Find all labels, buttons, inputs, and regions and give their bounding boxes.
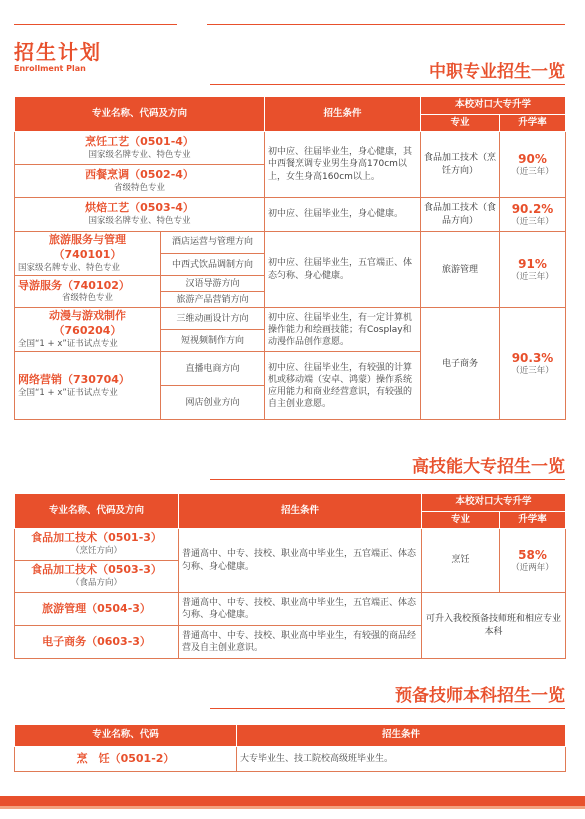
major-cell xyxy=(15,352,161,420)
major-cell xyxy=(15,529,179,561)
direction-cell: 短视频制作方向 xyxy=(161,330,265,352)
header-rate: 升学率 xyxy=(500,115,566,132)
major-cell xyxy=(15,165,265,198)
section-divider xyxy=(210,84,565,85)
major-note: 省级特色专业 xyxy=(61,293,113,304)
header-specialty: 专业 xyxy=(421,115,500,132)
direction-cell: 直播电商方向 xyxy=(161,352,265,386)
direction-cell: 汉语导游方向 xyxy=(161,276,265,292)
major-cell xyxy=(15,626,179,659)
section-title-college: 高技能大专招生一览 xyxy=(412,457,565,477)
header-major: 专业名称、代码及方向 xyxy=(15,97,265,132)
major-cell xyxy=(15,232,161,276)
promotion-specialty: 食品加工技术（烹饪方向） xyxy=(421,132,500,198)
condition-cell: 初中应、往届毕业生，身心健康，其中西餐烹调专业男生身高170cm以上，女生身高160cm以上。 xyxy=(265,132,421,198)
rate-cell xyxy=(500,529,566,593)
major-note: （食品方向） xyxy=(70,578,122,589)
promotion-specialty: 烹饪 xyxy=(422,529,500,593)
section-title-bachelor: 预备技师本科招生一览 xyxy=(395,686,565,706)
rate-period: （近三年） xyxy=(511,166,554,177)
major-cell xyxy=(15,747,237,772)
major-note: 省级特色专业 xyxy=(114,182,166,193)
major-cell xyxy=(15,561,179,593)
condition-cell: 普通高中、中专、技校、职业高中毕业生，有较强的商品经营及自主创业意识。 xyxy=(179,626,422,659)
major-cell xyxy=(15,276,161,308)
major-name: 旅游管理（0504-3） xyxy=(42,601,151,615)
major-name: 导游服务（740102） xyxy=(18,278,130,292)
major-note: 国家级名牌专业、特色专业 xyxy=(88,216,191,227)
major-name: 旅游服务与管理（740101） xyxy=(49,233,126,261)
promotion-specialty: 食品加工技术（食品方向） xyxy=(421,198,500,232)
condition-cell: 初中应、往届毕业生，有较强的计算机或移动端（安卓、鸿蒙）操作系统应用能力和商业经营意识，有较强的自主创业意愿。 xyxy=(265,352,421,420)
page-title: 招生计划 xyxy=(14,40,102,64)
major-name: 烹饪工艺（0501-4） xyxy=(85,134,194,148)
page-subtitle: Enrollment Plan xyxy=(14,64,86,73)
major-note: 国家级名牌专业、特色专业 xyxy=(18,262,121,273)
rate-cell xyxy=(500,308,566,420)
condition-cell: 初中应、往届毕业生，五官端正、体态匀称、身心健康。 xyxy=(265,232,421,308)
header-major: 专业名称、代码及方向 xyxy=(15,494,179,529)
major-cell xyxy=(15,132,265,165)
major-note: （烹饪方向） xyxy=(70,546,122,557)
major-note: 全国“1 + x”证书试点专业 xyxy=(18,387,118,398)
condition-cell: 普通高中、中专、技校、职业高中毕业生，五官端正、体态匀称、身心健康。 xyxy=(179,529,422,593)
promotion-rate: 90.3% xyxy=(511,350,554,365)
rate-period: （近三年） xyxy=(511,271,554,282)
direction-cell: 三维动画设计方向 xyxy=(161,308,265,330)
rate-cell xyxy=(500,132,566,198)
major-note: 全国“1 + x”证书试点专业 xyxy=(18,338,118,349)
promotion-specialty: 旅游管理 xyxy=(421,232,500,308)
rate-period: （近三年） xyxy=(511,216,554,227)
condition-cell: 初中应、往届毕业生，身心健康。 xyxy=(265,198,421,232)
header-divider-right xyxy=(207,24,565,25)
major-name: 食品加工技术（0503-3） xyxy=(31,563,162,577)
header-condition: 招生条件 xyxy=(179,494,422,529)
major-name: 动漫与游戏制作（760204） xyxy=(49,309,126,337)
header-rate: 升学率 xyxy=(500,512,566,529)
section-divider xyxy=(210,708,565,709)
major-cell xyxy=(15,308,161,352)
rate-cell xyxy=(500,232,566,308)
rate-period: （近两年） xyxy=(511,562,554,573)
header-condition: 招生条件 xyxy=(265,97,421,132)
vocational-table xyxy=(14,96,566,420)
promotion-note: 可升入我校预备技师班和相应专业本科 xyxy=(422,593,566,659)
header-condition: 招生条件 xyxy=(237,725,566,747)
major-name: 西餐烹调（0502-4） xyxy=(85,167,194,181)
rate-cell xyxy=(500,198,566,232)
section-title-vocational: 中职专业招生一览 xyxy=(429,62,565,82)
promotion-rate: 58% xyxy=(518,547,547,562)
section-divider xyxy=(210,479,565,480)
major-name: 网络营销（730704） xyxy=(18,372,130,386)
footer-bar xyxy=(0,796,585,806)
header-divider-left xyxy=(14,24,177,25)
promotion-rate: 90.2% xyxy=(511,201,554,216)
major-name: 烹 饪（0501-2） xyxy=(76,751,175,765)
condition-cell: 初中应、往届毕业生，有一定计算机操作能力和绘画技能；有Cosplay和动漫作品创作意愿。 xyxy=(265,308,421,352)
major-note: 国家级名牌专业、特色专业 xyxy=(88,149,191,160)
direction-cell: 中西式饮品调制方向 xyxy=(161,254,265,276)
promotion-rate: 91% xyxy=(518,256,547,271)
footer-bar-accent xyxy=(0,806,585,809)
major-cell xyxy=(15,198,265,232)
direction-cell: 网店创业方向 xyxy=(161,386,265,420)
bachelor-table xyxy=(14,724,566,772)
major-name: 烘焙工艺（0503-4） xyxy=(85,201,194,215)
promotion-rate: 90% xyxy=(518,151,547,166)
condition-cell: 大专毕业生、技工院校高级班毕业生。 xyxy=(237,747,566,772)
rate-period: （近三年） xyxy=(511,366,554,377)
college-table xyxy=(14,493,566,659)
header-promotion: 本校对口大专升学 xyxy=(421,97,566,115)
major-name: 食品加工技术（0501-3） xyxy=(31,531,162,545)
header-major: 专业名称、代码 xyxy=(15,725,237,747)
major-name: 电子商务（0603-3） xyxy=(42,634,151,648)
direction-cell: 旅游产品营销方向 xyxy=(161,292,265,308)
header-promotion: 本校对口大专升学 xyxy=(422,494,566,512)
header-specialty: 专业 xyxy=(422,512,500,529)
promotion-specialty: 电子商务 xyxy=(421,308,500,420)
direction-cell: 酒店运营与管理方向 xyxy=(161,232,265,254)
major-cell xyxy=(15,593,179,626)
condition-cell: 普通高中、中专、技校、职业高中毕业生，五官端正、体态匀称、身心健康。 xyxy=(179,593,422,626)
